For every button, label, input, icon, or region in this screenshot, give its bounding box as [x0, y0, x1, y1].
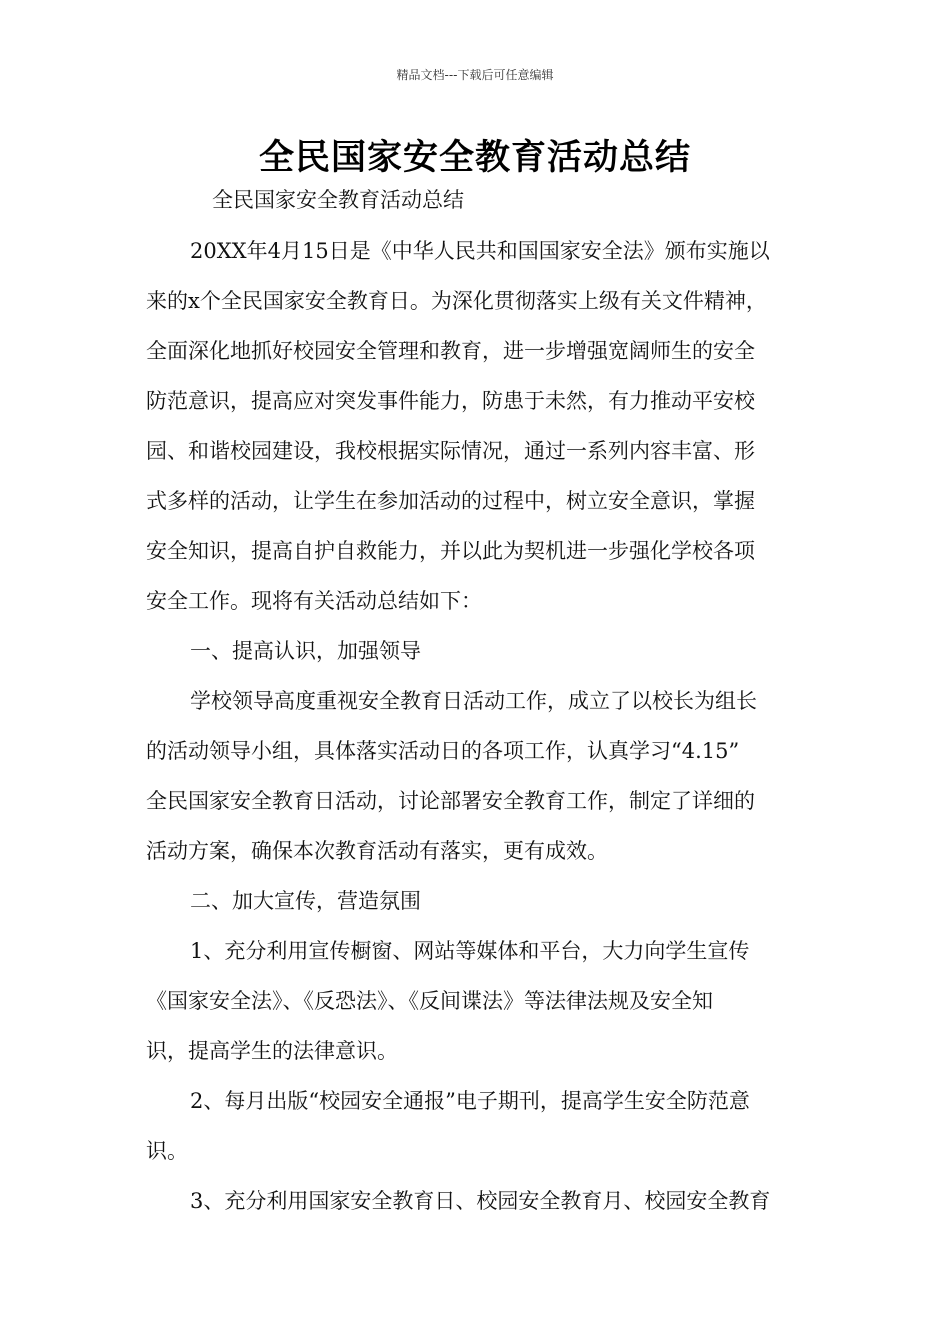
- body-line: 防范意识，提高应对突发事件能力，防患于未然，有力推动平安校: [146, 389, 755, 413]
- body-line: 全面深化地抓好校园安全管理和教育，进一步增强宽阔师生的安全: [146, 339, 755, 363]
- body-line: 《国家安全法》、《反恐法》、《反间谍法》等法律法规及安全知: [146, 989, 713, 1013]
- section-heading: 一、提高认识，加强领导: [190, 639, 421, 663]
- body-line: 的活动领导小组，具体落实活动日的各项工作，认真学习“4.15”: [146, 739, 740, 763]
- body-line: 1、充分利用宣传橱窗、网站等媒体和平台，大力向学生宣传: [190, 939, 750, 963]
- body-line: 全民国家安全教育日活动，讨论部署安全教育工作，制定了详细的: [146, 789, 755, 813]
- section-heading: 二、加大宣传，营造氛围: [190, 889, 421, 913]
- document-subtitle: 全民国家安全教育活动总结: [212, 188, 464, 212]
- body-line: 2、每月出版“校园安全通报”电子期刊，提高学生安全防范意: [190, 1089, 750, 1113]
- body-line: 20XX年4月15日是《中华人民共和国国家安全法》颁布实施以: [190, 239, 770, 263]
- body-line: 学校领导高度重视安全教育日活动工作，成立了以校长为组长: [190, 689, 757, 713]
- body-line: 式多样的活动，让学生在参加活动的过程中，树立安全意识，掌握: [146, 489, 755, 513]
- body-line: 识。: [146, 1139, 188, 1163]
- body-line: 识，提高学生的法律意识。: [146, 1039, 398, 1063]
- body-line: 活动方案，确保本次教育活动有落实，更有成效。: [146, 839, 608, 863]
- document-title: 全民国家安全教育活动总结: [258, 138, 691, 178]
- body-line: 安全工作。现将有关活动总结如下：: [146, 589, 482, 613]
- header-note: 精品文档---下载后可任意编辑: [396, 68, 554, 82]
- body-line: 安全知识，提高自护自救能力，并以此为契机进一步强化学校各项: [146, 539, 755, 563]
- body-line: 来的x个全民国家安全教育日。为深化贯彻落实上级有关文件精神，: [146, 289, 767, 313]
- body-line: 园、和谐校园建设，我校根据实际情况，通过一系列内容丰富、形: [146, 439, 755, 463]
- body-line: 3、充分利用国家安全教育日、校园安全教育月、校园安全教育: [190, 1189, 771, 1213]
